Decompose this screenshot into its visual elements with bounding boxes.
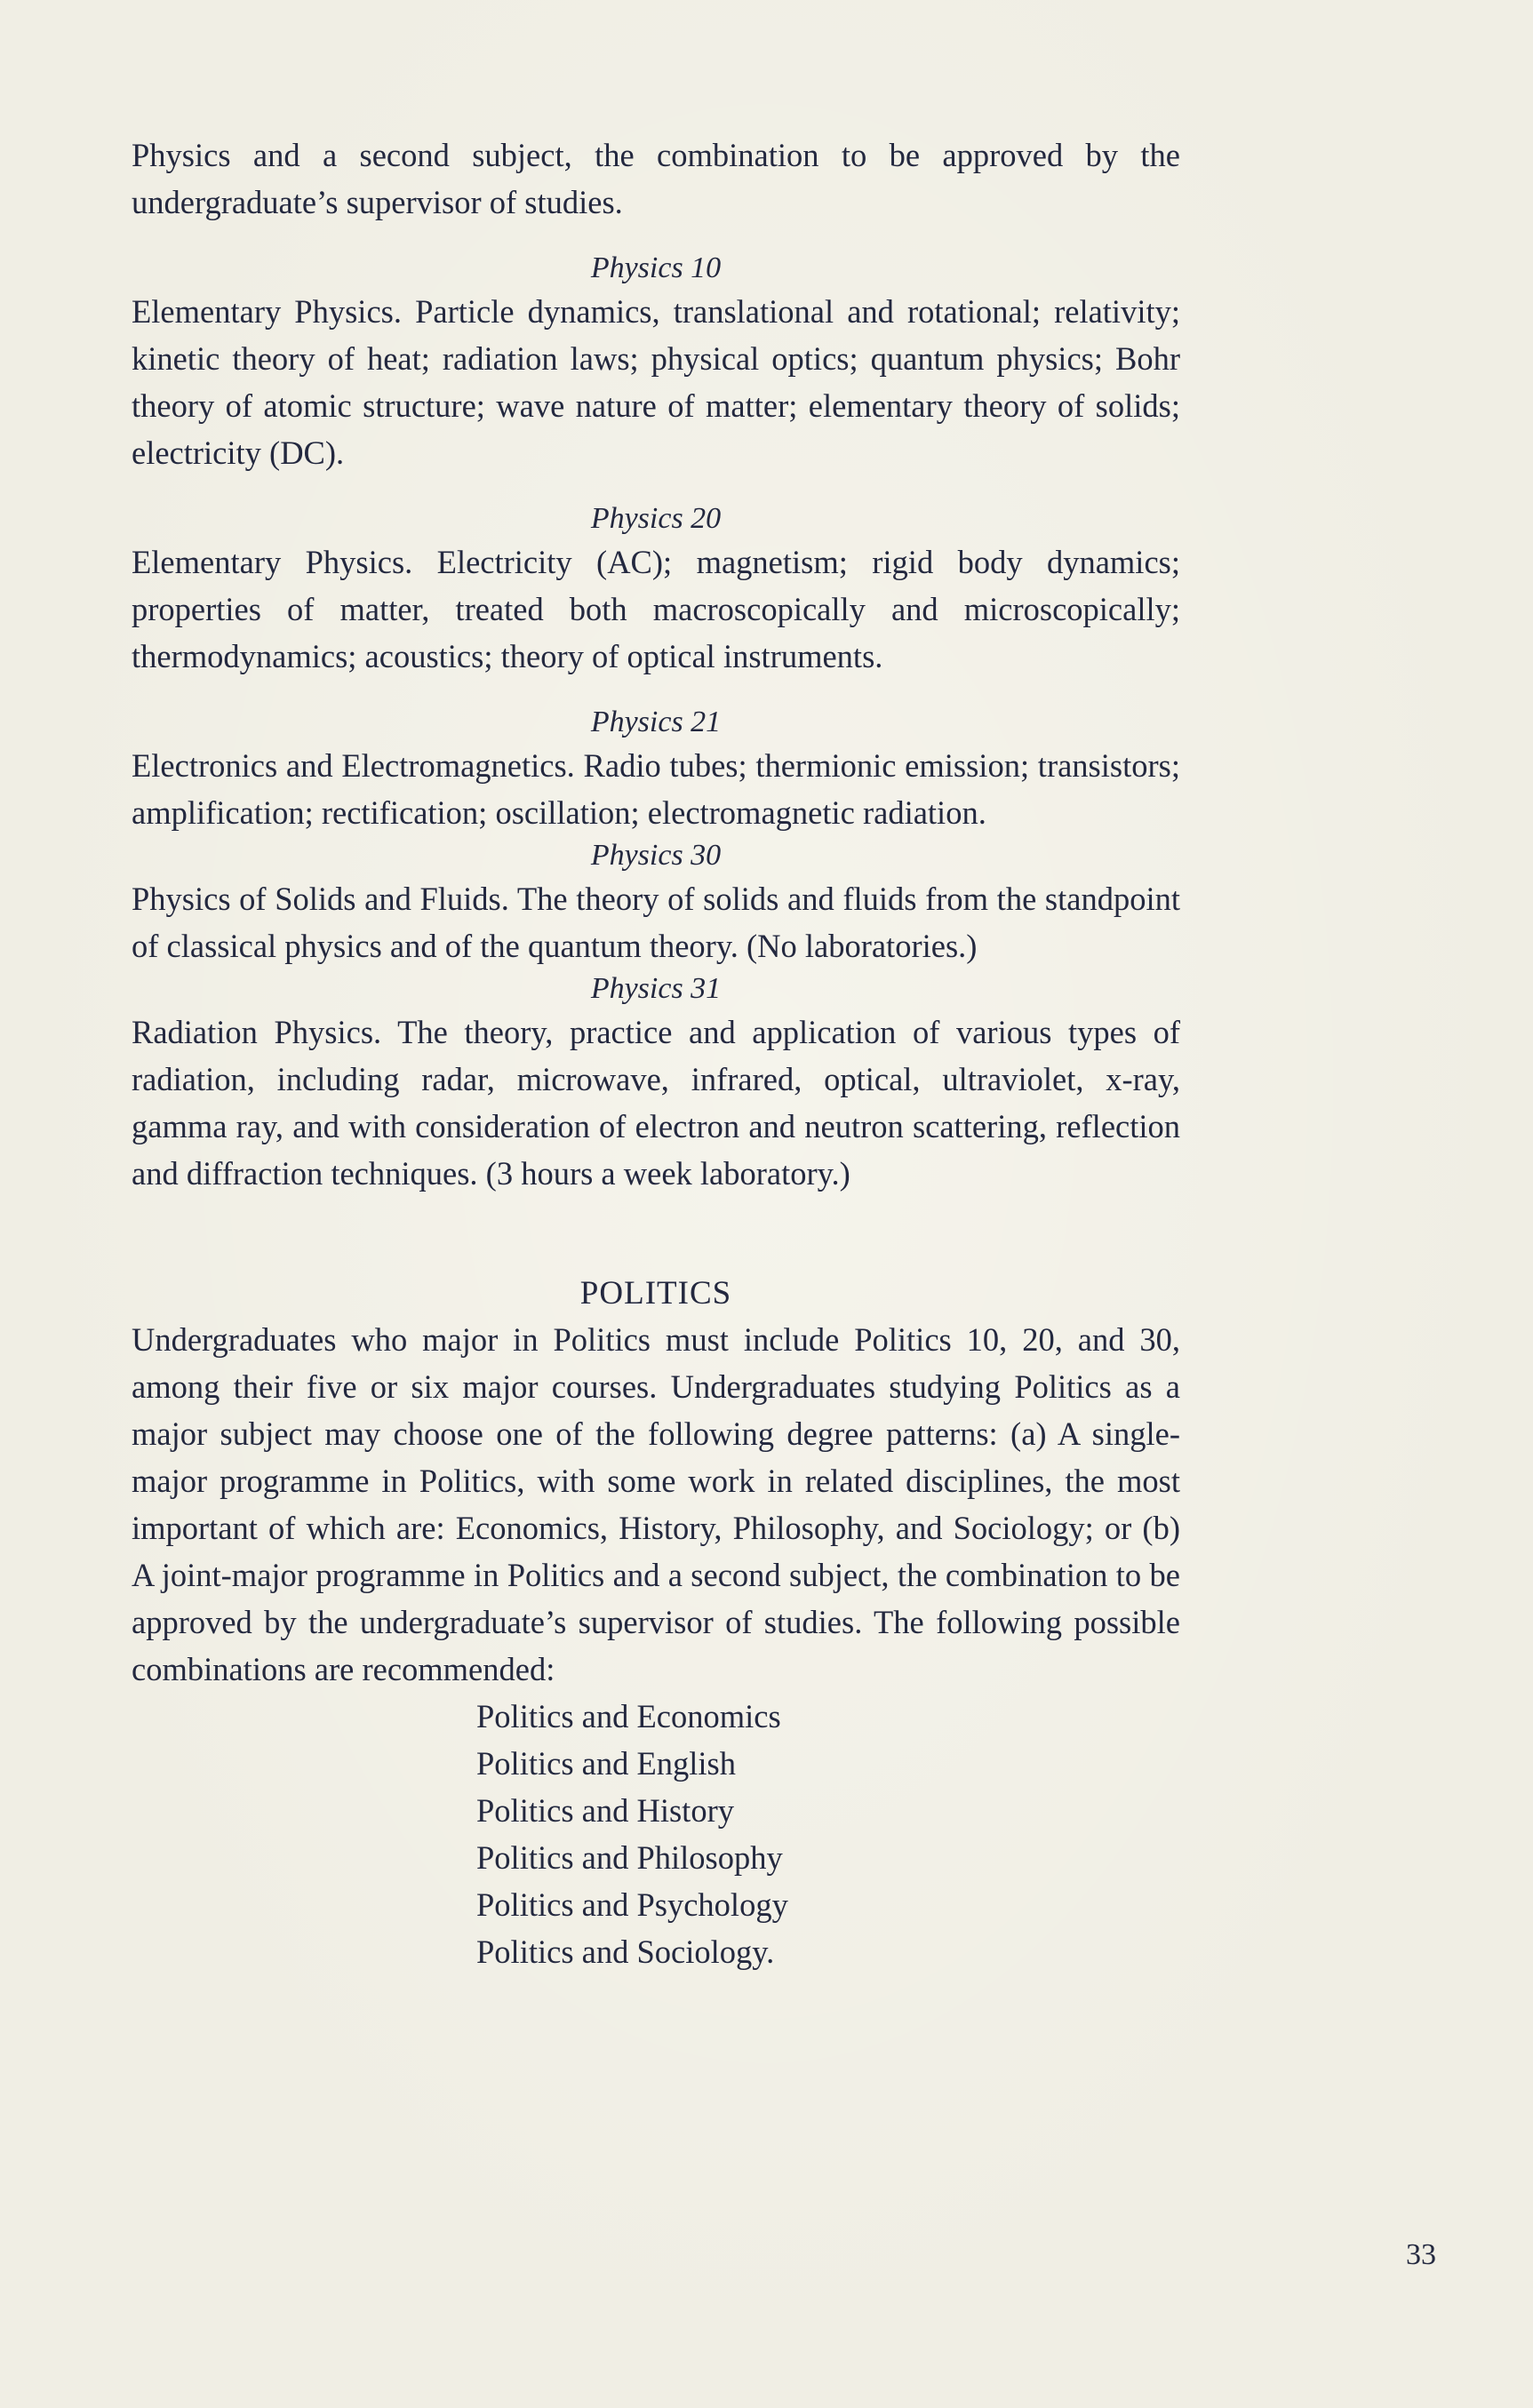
list-item: Politics and History xyxy=(476,1792,734,1829)
spacer xyxy=(132,226,1180,249)
list-item: Politics and Sociology. xyxy=(476,1934,775,1970)
course-title: Physics 31 xyxy=(590,972,722,1005)
course-description: Physics of Solids and Fluids. The theory of solids and fluids from the standpoint of classical physics and of the quantum theory. (No laboratories.) xyxy=(132,881,1180,964)
politics-section xyxy=(132,1272,1180,1975)
course-physics-10 xyxy=(132,249,1180,476)
spacer xyxy=(132,680,1180,703)
course-title: Physics 20 xyxy=(590,502,722,535)
section-heading: POLITICS xyxy=(579,1275,732,1312)
intro-paragraph: Physics and a second subject, the combination to be approved by the undergraduate’s supervisor of studies. xyxy=(132,137,1180,220)
course-title: Physics 30 xyxy=(590,839,722,872)
course-description: Elementary Physics. Electricity (AC); magnetism; rigid body dynamics; properties of matter, treated both macroscopically and microscopically; thermodynamics; acoustics; theory of optical instruments. xyxy=(132,544,1180,674)
list-item: Politics and Philosophy xyxy=(476,1839,783,1876)
combination-list xyxy=(132,1693,1180,1975)
list-item: Politics and English xyxy=(476,1745,736,1782)
spacer xyxy=(132,476,1180,499)
section-body: Undergraduates who major in Politics must include Politics 10, 20, and 30, among their five or six major courses. Undergraduates studying Politics as a major subject may choose one of the following degree patterns: (a) A single-major programme in Politics, with some work in related disciplines, the most important of which are: Economics, History, Philosophy, and Sociology; or (b) A joint-major programme in Politics and a second subject, the combination to be approved by the undergraduate’s supervisor of studies. The following possible combinations are recommended: xyxy=(132,1321,1180,1687)
spacer xyxy=(132,1197,1180,1272)
page-number: 33 xyxy=(1406,2238,1436,2271)
text-column xyxy=(132,132,1180,1975)
course-description: Electronics and Electromagnetics. Radio tubes; thermionic emission; transistors; amplification; rectification; oscillation; electromagnetic radiation. xyxy=(132,747,1180,831)
course-physics-31 xyxy=(132,969,1180,1197)
list-item: Politics and Economics xyxy=(476,1698,781,1734)
course-physics-21 xyxy=(132,703,1180,836)
course-title: Physics 21 xyxy=(590,706,722,738)
course-physics-30 xyxy=(132,836,1180,969)
course-description: Elementary Physics. Particle dynamics, translational and rotational; relativity; kinetic theory of heat; radiation laws; physical optics; quantum physics; Bohr theory of atomic structure; wave nature of matter; elementary theory of solids; electricity (DC). xyxy=(132,293,1180,471)
list-item: Politics and Psychology xyxy=(476,1886,788,1923)
course-physics-20 xyxy=(132,499,1180,680)
course-title: Physics 10 xyxy=(590,251,722,284)
course-description: Radiation Physics. The theory, practice and application of various types of radiation, including radar, microwave, infrared, optical, ultraviolet, x-ray, gamma ray, and with consideration of electron and neutron scattering, reflection and diffraction techniques. (3 hours a week laboratory.) xyxy=(132,1014,1180,1192)
